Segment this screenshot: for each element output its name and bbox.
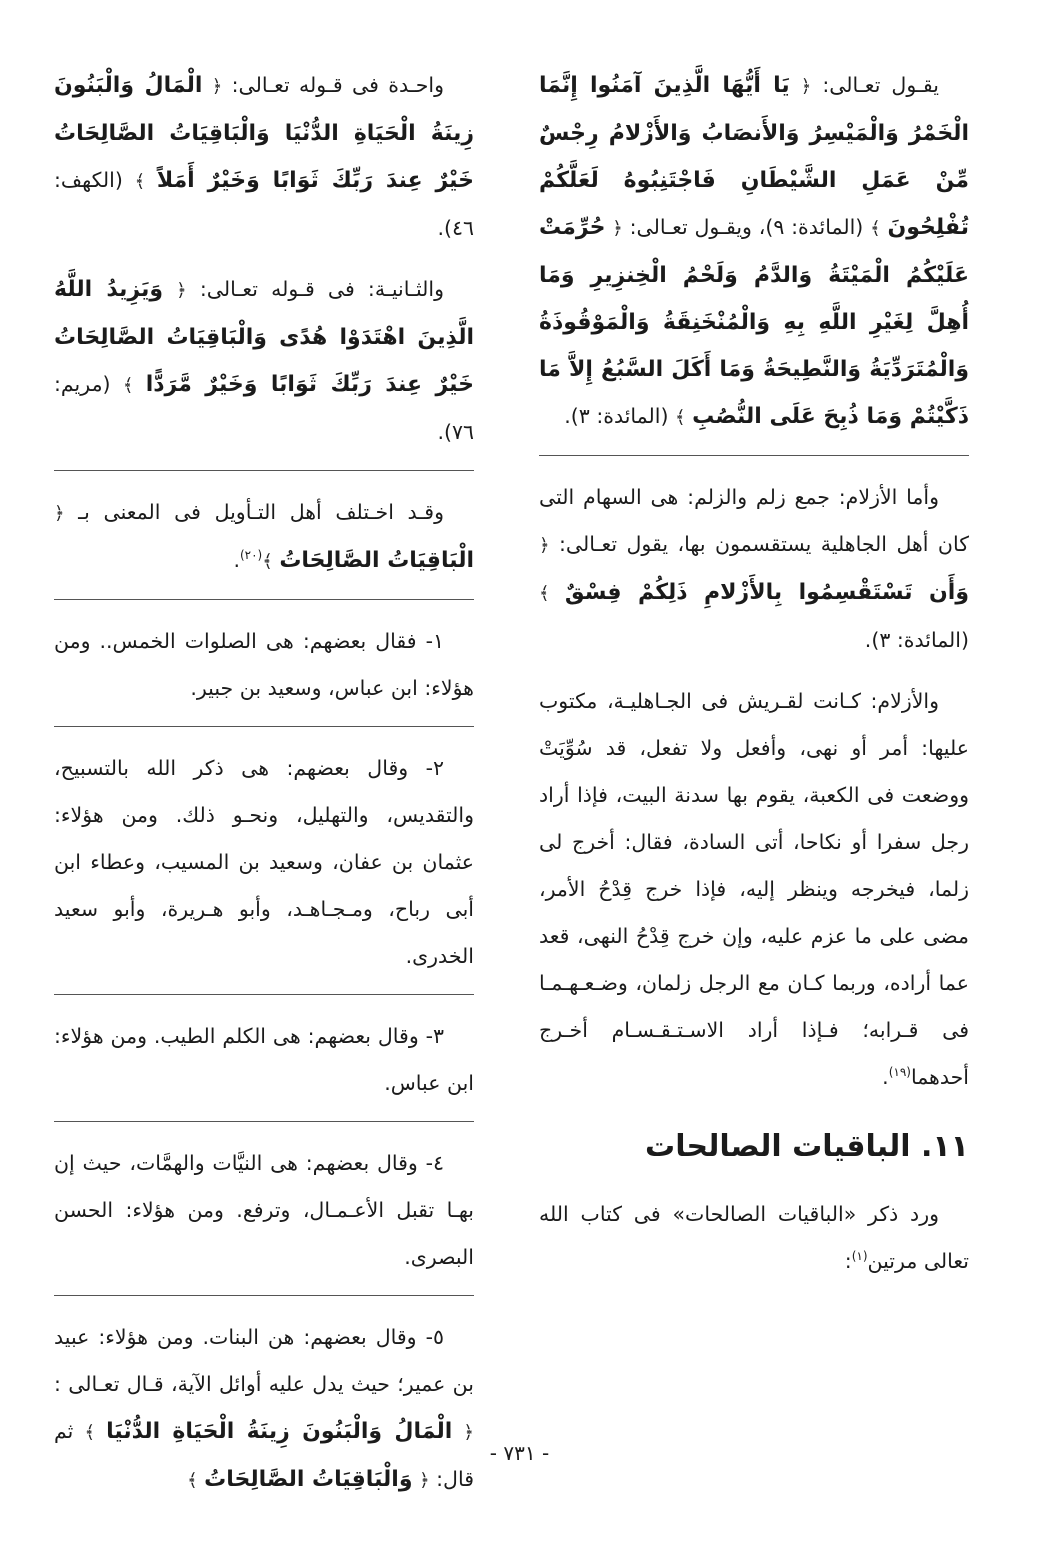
paragraph-divider xyxy=(54,994,474,995)
ornament-close: ﴾ xyxy=(187,1470,198,1491)
quran-verse: وَأَن تَسْتَقْسِمُوا بِالأَزْلامِ ذَلِكُمْ فِسْقٌ xyxy=(564,580,969,605)
ornament-close: ﴾ xyxy=(84,1422,96,1443)
quran-verse: وَيَزِيدُ اللَّهُ الَّذِينَ اهْتَدَوْا هُدًى وَالْبَاقِيَاتُ الصَّالِحَاتُ خَيْرٌ عِندَ رَبِّكَ ثَوَابًا وَخَيْرٌ مَّرَدًّا xyxy=(54,277,474,397)
paragraph-quran-verses xyxy=(539,62,969,441)
ornament-open: ﴿ xyxy=(176,280,187,301)
paragraph-divider xyxy=(539,455,969,456)
paragraph-divider xyxy=(54,470,474,471)
list-item-5 xyxy=(54,1314,474,1504)
body-text: ورد ذكر «الباقيات الصالحات» فى كتاب الله تعالى مرتين xyxy=(539,1202,969,1273)
list-item-2: ٢- وقال بعضهم: هى ذكر الله بالتسبيح، والتقديس، والتهليل، ونحـو ذلك. ومن هؤلاء: عثمان بن عفان، وسعيد بن المسيب، وعطاء ابن أبى رباح، ومـجـاهـد، وأبو هـريرة، وأبو سعيد الخدرى. xyxy=(54,756,474,968)
quran-verse: الْبَاقِيَاتُ الصَّالِحَاتُ xyxy=(279,548,474,573)
verse-reference: (الكهف: ٤٦). xyxy=(54,168,474,240)
paragraph-divider xyxy=(54,1121,474,1122)
right-column xyxy=(539,62,969,1299)
body-text: والأزلام: كـانت لقـريش فى الجـاهليـة، مكتوب عليها: أمر أو نهى، وأفعل ولا تفعل، قد سُوِّيَتْ ووضعت فى الكعبة، يقوم بها سدنة البيت، فإذا أراد رجل سفرا أو نكاحا، أتى السادة، فقال: أخرج لى زلما، فيخرجه وينظر إليه، فإذا خرج قِدْحُ الأمر، مضى على ما عزم عليه، وإن خرج قِدْحُ النهى، قعد عما أراده، وربما كـان مع الرجل زلمان، وضـعـهـمـا فى قـرابه؛ فـإذا أراد الاسـتـقـسـام أخـرج أحدهما xyxy=(539,689,969,1089)
paragraph-second-mention xyxy=(54,266,474,456)
list-item-4: ٤- وقال بعضهم: هى النيَّات والهمَّات، حيث إن بهـا تقبل الأعـمـال، وترفع. ومن هؤلاء: الحسن البصرى. xyxy=(54,1151,474,1269)
ornament-open: ﴿ xyxy=(419,1470,430,1491)
body-text: ثم قال: xyxy=(54,1419,474,1491)
intro-text: والثـانيـة: فى قـوله تعـالى: xyxy=(199,277,444,301)
intro-text: واحـدة فى قـوله تعـالى: xyxy=(231,73,444,97)
section-heading: ١١. الباقيات الصالحات xyxy=(645,1129,969,1164)
ornament-close: ﴾ xyxy=(870,218,881,239)
left-column xyxy=(54,62,474,1518)
footnote-ref: (٢٠) xyxy=(239,548,263,563)
body-text: وقـد اخـتلف أهل التـأويل فى المعنى بـ xyxy=(78,500,444,524)
ornament-open: ﴿ xyxy=(612,218,623,239)
punctuation: . xyxy=(882,1065,889,1089)
verse-reference: (المائدة: ٣). xyxy=(564,404,669,428)
footnote-ref: (١٩) xyxy=(888,1065,911,1080)
page-number: - ٧٣١ - xyxy=(489,1441,550,1465)
paragraph-baqiyat-intro xyxy=(539,1191,969,1285)
paragraph-divider xyxy=(54,726,474,727)
quran-verse: حُرِّمَتْ عَلَيْكُمُ الْمَيْتَةُ وَالدَّمُ وَلَحْمُ الْخِنزِيرِ وَمَا أُهِلَّ لِغَيْرِ اللَّهِ بِهِ وَالْمُنْخَنِقَةُ وَالْمَوْقُوذَةُ وَالْمُتَرَدِّيَةُ وَالنَّطِيحَةُ وَمَا أَكَلَ السَّبُعُ إِلاَّ مَا ذَكَّيْتُمْ وَمَا ذُبِحَ عَلَى النُّصُبِ xyxy=(539,215,969,429)
paragraph-interpretation-intro xyxy=(54,489,474,585)
paragraph-divider xyxy=(54,1295,474,1296)
verse-reference: (المائدة: ٩)، ويقـول تعـالى: xyxy=(629,215,864,239)
ornament-close: ﴾ xyxy=(122,375,134,396)
ornament-open: ﴿ xyxy=(463,1422,474,1443)
quran-verse: وَالْبَاقِيَاتُ الصَّالِحَاتُ xyxy=(204,1467,413,1492)
ornament-open: ﴿ xyxy=(211,76,223,97)
verse-reference: (المائدة: ٣). xyxy=(864,628,969,652)
paragraph-divider xyxy=(54,599,474,600)
ornament-close: ﴾ xyxy=(539,583,550,604)
ornament-open: ﴿ xyxy=(54,503,65,524)
footnote-ref: (١) xyxy=(851,1249,868,1264)
ornament-close: ﴾ xyxy=(262,551,273,572)
paragraph-azlam-quraysh xyxy=(539,678,969,1101)
verse-reference: (مريم: ٧٦). xyxy=(54,372,474,444)
ornament-open: ﴿ xyxy=(800,76,812,97)
quran-verse: الْمَالُ وَالْبَنُونَ زِينَةُ الْحَيَاةِ الدُّنْيَا xyxy=(106,1419,453,1444)
quran-verse: الْمَالُ وَالْبَنُونَ زِينَةُ الْحَيَاةِ الدُّنْيَا وَالْبَاقِيَاتُ الصَّالِحَاتُ خَيْرٌ عِندَ رَبِّكَ ثَوَابًا وَخَيْرٌ أَمَلاً xyxy=(54,73,474,193)
list-item-3: ٣- وقال بعضهم: هى الكلم الطيب. ومن هؤلاء: ابن عباس. xyxy=(54,1024,474,1095)
body-text: وأما الأزلام: جمع زلم والزلم: هى السهام التى كان أهل الجاهلية يستقسمون بها، يقول تعـالى: xyxy=(539,485,969,556)
paragraph-azlam-definition xyxy=(539,474,969,664)
body-text: ٥- وقال بعضهم: هن البنات. ومن هؤلاء: عبيد بن عمير؛ حيث يدل عليه أوائل الآية، قـال تعـالى : xyxy=(54,1325,474,1396)
punctuation: : xyxy=(844,1249,852,1273)
ornament-close: ﴾ xyxy=(675,407,686,428)
ornament-open: ﴿ xyxy=(539,535,550,556)
paragraph-first-mention xyxy=(54,62,474,252)
punctuation: . xyxy=(233,548,240,572)
ornament-close: ﴾ xyxy=(134,171,146,192)
intro-text: يقـول تعـالى: xyxy=(822,73,939,97)
list-item-1: ١- فقال بعضهم: هى الصلوات الخمس.. ومن هؤلاء: ابن عباس، وسعيد بن جبير. xyxy=(54,629,474,700)
quran-verse: يَا أَيُّهَا الَّذِينَ آمَنُوا إِنَّمَا الْخَمْرُ وَالْمَيْسِرُ وَالأَنصَابُ وَالأَزْلامُ رِجْسٌ مِّنْ عَمَلِ الشَّيْطَانِ فَاجْتَنِبُوهُ لَعَلَّكُمْ تُفْلِحُونَ xyxy=(539,73,969,240)
